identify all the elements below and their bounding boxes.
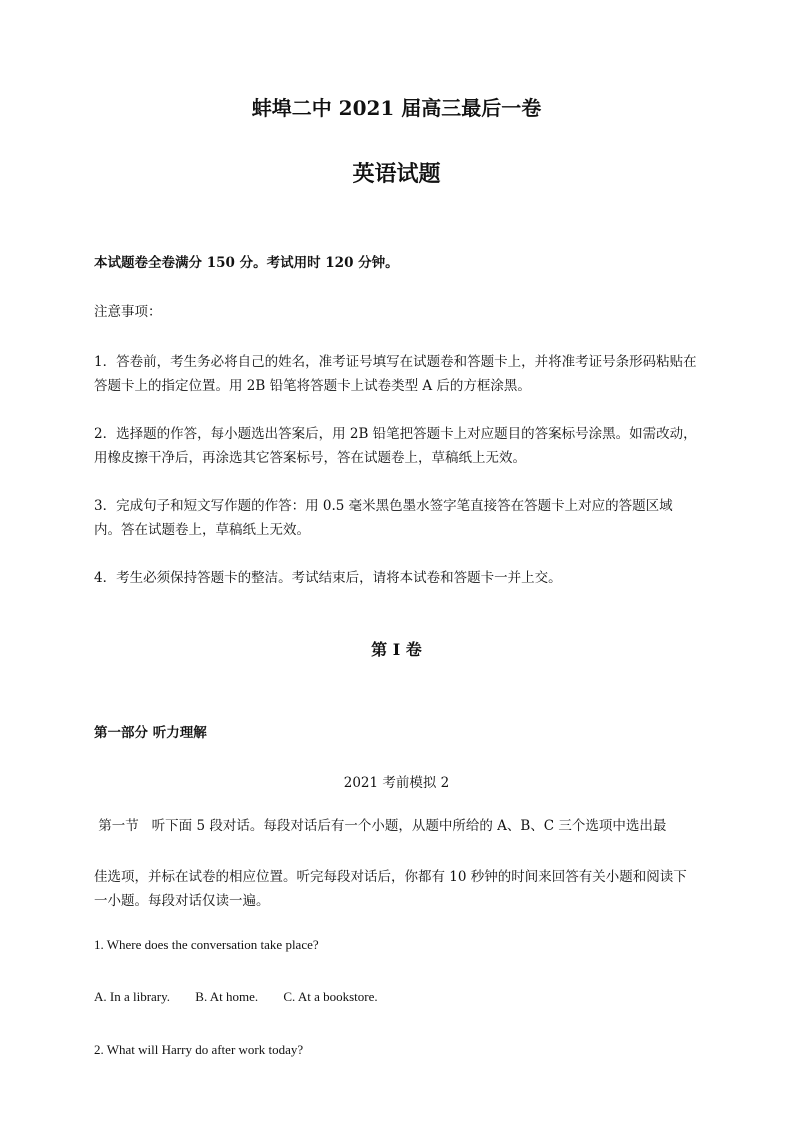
question-1-option-b: B. At home. [195,989,259,1004]
mock-label: 2021 考前模拟 2 [343,775,450,791]
notice-item-2: 2．选择题的作答，每小题选出答案后，用 2B 铅笔把答题卡上对应题目的答案标号涂黑。如需改动，用橡皮擦干净后，再涂选其它答案标号，答在试题卷上，草稿纸上无效。 [94,426,697,466]
question-1-stem: 1. Where does the conversation take place? [94,937,319,952]
school-title: 蚌埠二中 2021 届高三最后一卷 [251,96,542,120]
volume-title: 第 I 卷 [371,640,422,659]
question-1-options [94,989,400,1005]
section-intro-line2: 佳选项，并标在试卷的相应位置。听完每段对话后，你都有 10 秒钟的时间来回答有关小题和阅读下一小题。每段对话仅读一遍。 [94,869,687,909]
notice-item-1: 1．答卷前，考生务必将自己的姓名，准考证号填写在试题卷和答题卡上，并将准考证号条形码粘贴在答题卡上的指定位置。用 2B 铅笔将答题卡上试卷类型 A 后的方框涂黑。 [94,354,697,394]
notice-item-3: 3．完成句子和短文写作题的作答：用 0.5 毫米黑色墨水签字笔直接答在答题卡上对应的答题区域内。答在试题卷上，草稿纸上无效。 [94,498,673,538]
notice-item-4: 4．考生必须保持答题卡的整洁。考试结束后，请将本试卷和答题卡一并上交。 [94,570,562,586]
notice-heading: 注意事项： [94,304,162,320]
question-2-stem: 2. What will Harry do after work today? [94,1042,304,1057]
part-title: 第一部分 听力理解 [94,725,207,741]
exam-info: 本试题卷全卷满分 150 分。考试用时 120 分钟。 [94,255,399,271]
section-intro-line1: 第一节 听下面 5 段对话。每段对话后有一个小题，从题中所给的 A、B、C 三个选项中选出最 [94,818,667,834]
question-1-option-c: C. At a bookstore. [283,989,378,1004]
subject-title: 英语试题 [352,161,441,187]
question-1-option-a: A. In a library. [94,989,171,1004]
